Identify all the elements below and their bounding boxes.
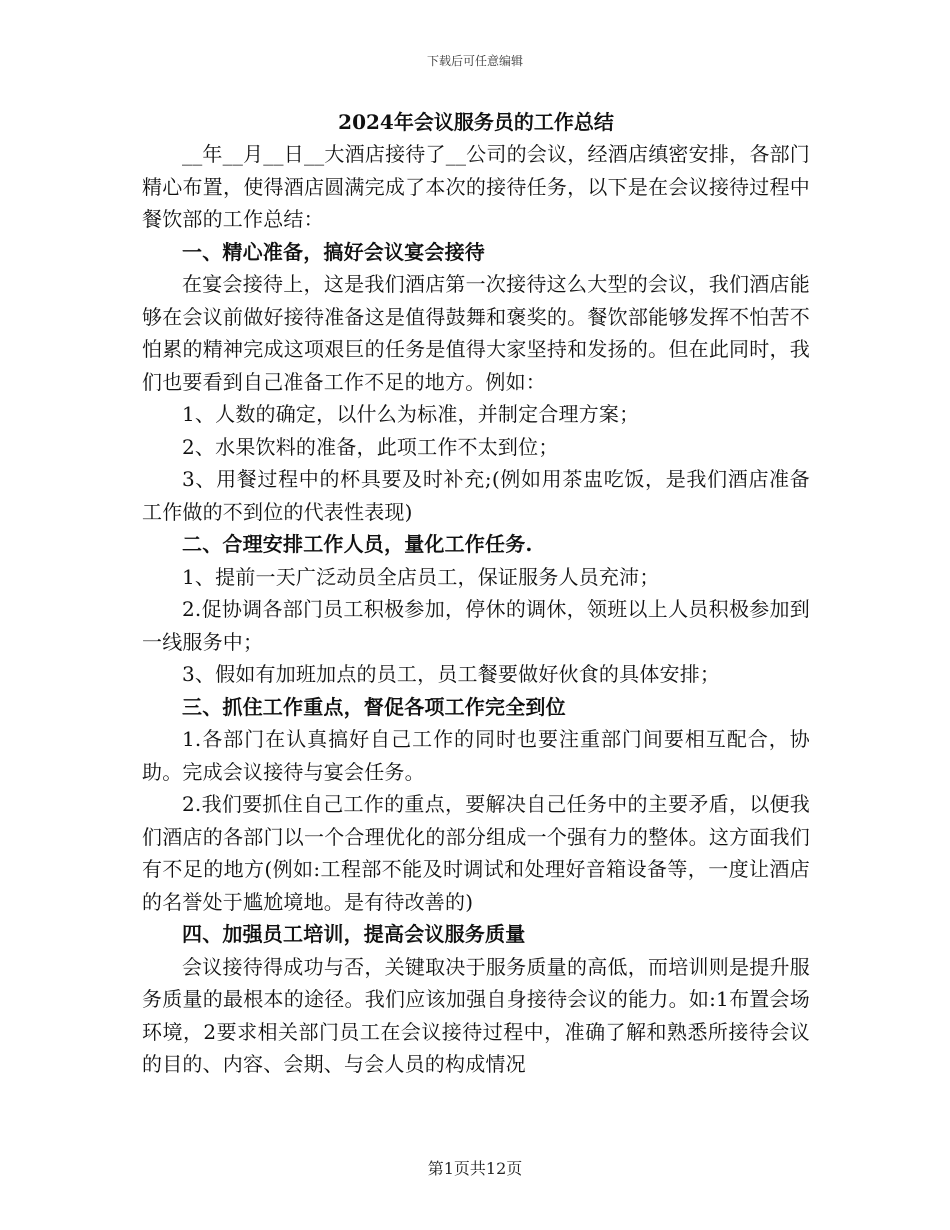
intro-paragraph: __年__月__日__大酒店接待了__公司的会议，经酒店缜密安排，各部门精心布置，使得酒店圆满完成了本次的接待任务，以下是在会议接待过程中餐饮部的工作总结： bbox=[142, 142, 810, 231]
section-1-item-1: 1、人数的确定，以什么为标准，并制定合理方案； bbox=[182, 402, 640, 426]
section-heading-3: 三、抓住工作重点，督促各项工作完全到位 bbox=[182, 694, 566, 719]
section-heading-1: 一、精心准备，搞好会议宴会接待 bbox=[182, 239, 485, 264]
section-1-item-2: 2、水果饮料的准备，此项工作不太到位； bbox=[182, 434, 559, 459]
section-3-item-1: 1.各部门在认真搞好自己工作的同时也要注重部门间要相互配合，协助。完成会议接待与宴会任务。 bbox=[142, 727, 810, 784]
section-1-item-3: 3、用餐过程中的杯具要及时补充;(例如用茶盅吃饭，是我们酒店准备工作做的不到位的代表性表现) bbox=[142, 467, 810, 524]
document-title: 2024年会议服务员的工作总结 bbox=[338, 110, 614, 134]
section-2-item-3: 3、假如有加班加点的员工，员工餐要做好伙食的具体安排； bbox=[182, 662, 721, 686]
section-heading-2: 二、合理安排工作人员，量化工作任务. bbox=[182, 532, 533, 556]
section-1-paragraph: 在宴会接待上，这是我们酒店第一次接待这么大型的会议，我们酒店能够在会议前做好接待准备这是值得鼓舞和褒奖的。餐饮部能够发挥不怕苦不怕累的精神完成这项艰巨的任务是值得大家坚持和发扬的。但在此同时，我们也要看到自己准备工作不足的地方。例如： bbox=[142, 272, 810, 394]
section-2-item-1: 1、提前一天广泛动员全店员工，保证服务人员充沛； bbox=[182, 564, 660, 589]
section-2-item-2: 2.促协调各部门员工积极参加，停休的调休，领班以上人员积极参加到一线服务中； bbox=[142, 597, 810, 654]
section-3-item-2: 2.我们要抓住自己工作的重点，要解决自己任务中的主要矛盾，以便我们酒店的各部门以一个合理优化的部分组成一个强有力的整体。这方面我们有不足的地方(例如:工程部不能及时调试和处理好音箱设备等，一度让酒店的名誉处于尴尬境地。是有待改善的) bbox=[142, 792, 810, 914]
page-header: 下载后可任意编辑 bbox=[426, 54, 523, 68]
section-heading-4: 四、加强员工培训，提高会议服务质量 bbox=[182, 922, 526, 946]
section-4-paragraph: 会议接待得成功与否，关键取决于服务质量的高低，而培训则是提升服务质量的最根本的途径。我们应该加强自身接待会议的能力。如:1布置会场环境，2要求相关部门员工在会议接待过程中，准确了解和熟悉所接待会议的目的、内容、会期、与会人员的构成情况 bbox=[142, 954, 810, 1076]
document-body bbox=[142, 106, 810, 1081]
page-footer: 第1页共12页 bbox=[427, 1159, 523, 1178]
